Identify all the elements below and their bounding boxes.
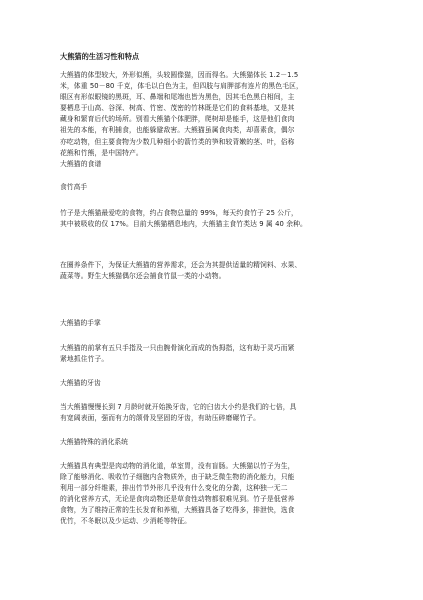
intro-line: 米，体重 50－80 千克，体毛以白色为主，但四肢与肩胛部有连片的黑色毛区， (60, 82, 303, 91)
digest-line: 食物，为了维持正常的生长发育和养殖，大熊猫具备了吃得多，排泄快，选食 (60, 506, 295, 515)
document-title: 大熊猫的生活习性和特点 (60, 52, 140, 61)
intro-line: 藏身和繁育后代的场所。别看大熊猫个体肥胖，爬树却是能手，这是他们食肉 (60, 115, 295, 124)
diet-section-label: 大熊猫的食谱 (60, 159, 102, 168)
bamboo-line: 竹子是大熊猫最爱吃的食物，约占食物总量的 99%，每天约食竹子 25 公斤， (60, 209, 298, 217)
digest-line: 大熊猫具有典型是肉动物的消化道，单室胃，没有盲肠。大熊猫以竹子为生， (60, 462, 295, 470)
bamboo-heading: 食竹高手 (60, 183, 88, 191)
digest-paragraph (60, 461, 364, 528)
paw-line: 紧地抓住竹子。 (60, 355, 109, 364)
intro-line: 眼区有形似眼镜的黑斑，耳、鼻端和尾端也皆为黑色，因其毛色黑白相间，主 (60, 93, 295, 102)
bamboo-paragraph (60, 208, 364, 230)
nutrition-line: 蔬菜等。野生大熊猫偶尔还会捕食竹鼠一类的小动物。 (60, 272, 226, 281)
nutrition-line: 在圈养条件下，为保证大熊猫的营养需求，还会为其提供适量的精饲料、水果、 (60, 261, 302, 269)
intro-line: 大熊猫的体型较大，外形似熊，头较圆像猫，因而得名。大熊猫体长 1.2－1.5 (60, 71, 299, 79)
bamboo-line: 其中被吸收的仅 17%。目前大熊猫栖息地内，大熊猫主食竹类达 9 属 40 余种。 (60, 220, 307, 229)
nutrition-paragraph (60, 260, 364, 282)
digest-line: 利用一部分纤维素，排出竹节外形几乎没有什么变化的分粪，这种独一无二 (60, 484, 288, 493)
intro-line: 要栖息于山高、谷深、树高、竹密、茂密的竹林既是它们的食料基地，又是其 (60, 104, 295, 113)
teeth-paragraph (60, 402, 364, 424)
paw-line: 大熊猫的前掌有五只手指及一只由腕骨演化而成的伪拇指，这有助于灵巧而紧 (60, 344, 295, 352)
digest-line: 除了能够消化、吸收竹子细胞内含物质外，由于缺乏微生物的消化能力，只能 (60, 473, 295, 482)
intro-line: 花熊和竹熊，是中国特产。 (60, 148, 143, 157)
digest-line: 优竹，不冬眠以及少运动、少消耗等特征。 (60, 517, 192, 526)
intro-paragraph (60, 70, 364, 170)
teeth-heading: 大熊猫的牙齿 (60, 379, 101, 387)
teeth-line: 当大熊猫慢慢长到 7 月龄时就开始换牙齿，它的臼齿大小约是我们的七倍，具 (60, 403, 297, 411)
intro-line: 祖先的本能，有利捕食，也能躲避敌害。大熊猫虽属食肉类，却喜素食，偶尔 (60, 126, 295, 135)
teeth-line: 有宽阔表面，强而有力的颌骨及坚固的牙齿，有助压碎磨碾竹子。 (60, 414, 261, 423)
intro-line: 亦吃动物，但主要食物为少数几种细小的箭竹类的笋和较背嫩的茎、叶，俗称 (60, 137, 295, 146)
paw-heading: 大熊猫的手掌 (60, 319, 101, 327)
digest-heading: 大熊猫特殊的消化系统 (60, 438, 128, 446)
digest-line: 的消化营养方式，无论是食肉动物还是草食性动物都很难见到。竹子是低营养 (60, 495, 295, 504)
paw-paragraph (60, 343, 364, 365)
